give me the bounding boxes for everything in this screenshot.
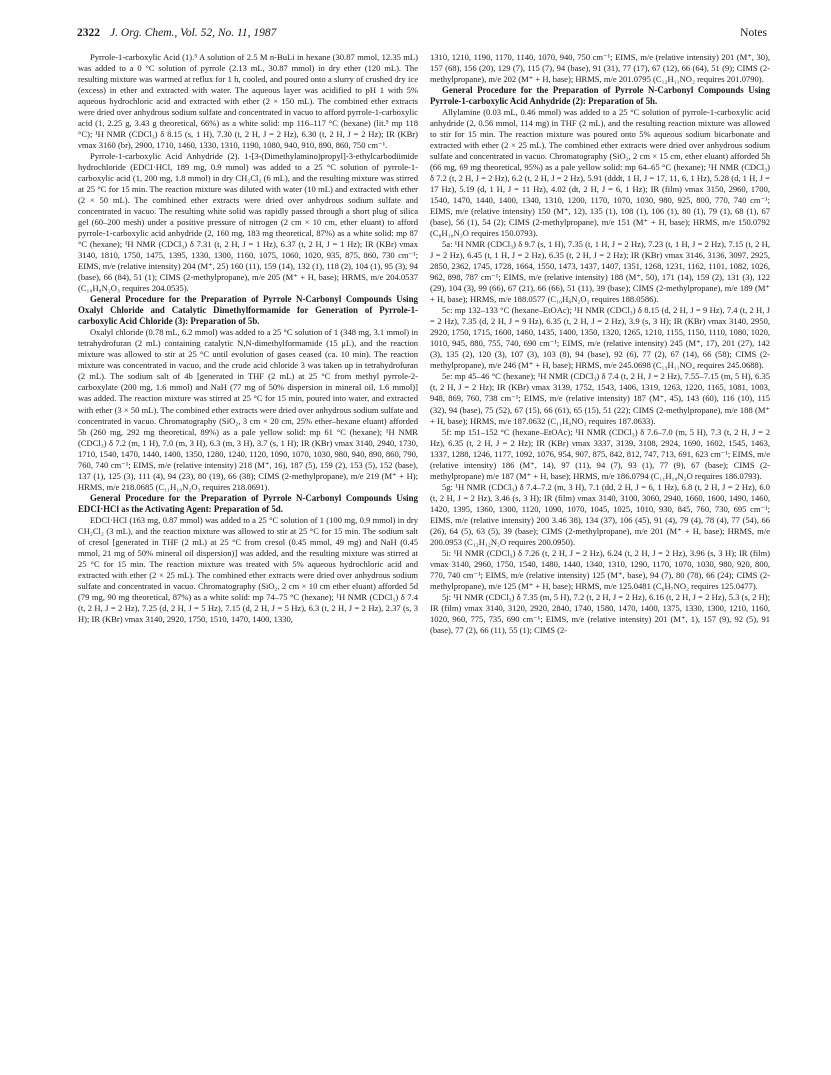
left-column xyxy=(78,52,418,625)
page-number: 2322 xyxy=(77,27,100,39)
body-paragraph: EDCI·HCl (163 mg, 0.87 mmol) was added to a 25 °C solution of 1 (100 mg, 0.9 mmol) in dry CH₂Cl₂ (3 mL), and the reaction mixture was allowed to stir at 25 °C for 15 min. The sodium salt of cresol [generated in THF (2 mL) at 25 °C from cresol (0.45 mmol, 49 mg) and NaH (0.45 mmol, 21 mg of 50% mineral oil dispersion)] was added, and the resulting mixture was stirred at 25 °C for 15 min. The reaction mixture was treated with 5% aqueous hydrochloric acid and extracted with ether (2 × 25 mL). The combined ether extracts were dried over anhydrous sodium sulfate and concentrated in vacuo. Chromatography (SiO₂, 2 cm × 10 cm ether eluant) afforded 5d (79 mg, 90 mg theoretical, 87%) as a white solid: mp 74–75 °C (hexane); ¹H NMR (CDCl₃) δ 7.4 (t, 2 H, J = 2 Hz), 7.25 (d, 2 H, J = 5 Hz), 7.15 (d, 2 H, J = 5 Hz), 6.3 (t, 2 H, J = 2 Hz), 2.37 (s, 3 H); IR (KBr) νmax 3140, 2920, 1750, 1510, 1470, 1400, 1330, xyxy=(78,514,418,624)
section-label: Notes xyxy=(740,27,767,39)
body-paragraph: 5g: ¹H NMR (CDCl₃) δ 7.4–7.2 (m, 3 H), 7.1 (dd, 2 H, J = 6, 1 Hz), 6.8 (t, 2 H, J = 2 Hz), 6.0 (t, 2 H, J = 2 Hz), 3.46 (s, 3 H); IR (film) νmax 3140, 3100, 3060, 2940, 1660, 1600, 1490, 1460, 1420, 1395, 1360, 1300, 1120, 1090, 1070, 1045, 1025, 1010, 930, 845, 760, 730, 695 cm⁻¹; EIMS, m/e (relative intensity) 200 3.46 38), 134 (37), 106 (45), 91 (4), 79 (4), 78 (4), 77 (54), 66 (26), 64 (5), 63 (5), 39 (base); CIMS (2-methylpropane), m/e 201 (M⁺ + H, base); HRMS, m/e 200.0953 (C₁₂H₁₂N₂O requires 200.0950). xyxy=(430,481,770,547)
journal-citation: J. Org. Chem., Vol. 52, No. 11, 1987 xyxy=(110,27,277,39)
page-header xyxy=(77,27,767,43)
body-paragraph: Pyrrole-1-carboxylic Acid Anhydride (2). 1-[3-(Dimethylamino)propyl]-3-ethylcarbodiimide hydrochloride (EDCI·HCl, 189 mg, 0.9 mmol) was added to a 25 °C solution of pyrrole-1-carboxylic acid (1, 200 mg, 1.8 mmol) in dry CH₂Cl₂ (6 mL), and the resulting mixture was stirred at 25 °C for 15 min. The reaction mixture was diluted with water (10 mL) and extracted with ether (2 × 50 mL). The combined ether extracts were dried over anhydrous sodium sulfate and concentrated in vacuo. The resulting white solid was rapidly passed through a short plug of silica gel (60–200 mesh) under a positive pressure of nitrogen (2 cm × 10 cm, ether eluant) to afford pyrrole-1-carboxylic acid anhydride (2, 160 mg, 183 mg theoretical, 87%) as a white solid: mp 87 °C (hexane); ¹H NMR (CDCl₃) δ 7.31 (t, 2 H, J = 1 Hz), 6.37 (t, 2 H, J = 1 Hz); IR (KBr) νmax 3140, 1810, 1750, 1475, 1395, 1330, 1300, 1160, 1075, 1060, 1020, 935, 875, 860, 730 cm⁻¹; EIMS, m/e (relative intensity) 204 (M⁺, 25) 160 (11), 159 (14), 132 (1), 118 (2), 104 (1), 95 (3), 94 (base), 66 (84), 51 (1); CIMS (2-methylpropane), m/e 205 (M⁺ + H, base); HRMS, m/e 204.0537 (C₁₀H₈N₂O₃ requires 204.0535). xyxy=(78,151,418,294)
body-paragraph: 5f: mp 151–152 °C (hexane–EtOAc); ¹H NMR (CDCl₃) δ 7.6–7.0 (m, 5 H), 7.3 (t, 2 H, J = 2 Hz), 6.35 (t, 2 H, J = 2 Hz); IR (KBr) νmax 3337, 3139, 3108, 2924, 1690, 1602, 1545, 1463, 1337, 1288, 1246, 1177, 1092, 1076, 954, 907, 875, 842, 812, 747, 713, 691, 623 cm⁻¹; EIMS, m/e (relative intensity) 186 (M⁺, 14), 97 (11), 94 (7), 93 (1), 77 (9), 67 (base); CIMS (2-methylpropane) m/e 187 (M⁺ + H, base); HRMS, m/e 186.0794 (C₁₁H₁₀N₂O requires 186.0793). xyxy=(430,426,770,481)
body-paragraph: 5i: ¹H NMR (CDCl₃) δ 7.26 (t, 2 H, J = 2 Hz), 6.24 (t, 2 H, J = 2 Hz), 3.96 (s, 3 H); IR (film) νmax 3140, 2960, 1750, 1540, 1480, 1440, 1340, 1310, 1290, 1170, 1070, 1030, 980, 920, 800, 770, 740 cm⁻¹; EIMS, m/e (relative intensity) 125 (M⁺, base), 94 (7), 80 (78), 66 (24); CIMS (2-methylpropane), m/e 125 (M⁺ + H, base); HRMS, m/e 125.0481 (C₆H₇NO₂ requires 125.0477). xyxy=(430,547,770,591)
body-paragraph: 1310, 1210, 1190, 1170, 1140, 1070, 940, 750 cm⁻¹; EIMS, m/e (relative intensity) 201 (M⁺, 30), 157 (68), 156 (20), 129 (7), 115 (7), 94 (base), 91 (31), 77 (17), 67 (12), 66 (64), 51 (9); CIMS (2-methylpropane), m/e 202 (M⁺ + H, base); HRMS, m/e 201.0795 (C₁₂H₁₁NO₂ requires 201.0790). xyxy=(430,52,770,85)
body-paragraph: 5c: mp 132–133 °C (hexane–EtOAc); ¹H NMR (CDCl₃) δ 8.15 (d, 2 H, J = 9 Hz), 7.4 (t, 2 H, J = 2 Hz), 7.35 (d, 2 H, J = 9 Hz), 6.35 (t, 2 H, J = 2 Hz), 3.9 (s, 3 H); IR (KBr) νmax 3140, 2950, 2920, 1750, 1715, 1600, 1460, 1435, 1400, 1350, 1320, 1265, 1210, 1155, 1150, 1110, 1080, 1020, 1010, 945, 880, 755, 740, 690 cm⁻¹; EIMS, m/e (relative intensity) 245 (M⁺, 17), 201 (27), 142 (3), 135 (2), 120 (3), 107 (3), 103 (8), 94 (base), 92 (6), 77 (2), 67 (14), 66 (58); CIMS (2-methylpropane), m/e 246 (M⁺ + H, base); HRMS, m/e 245.0698 (C₁₃H₁₁NO₄ requires 245.0688). xyxy=(430,305,770,371)
body-paragraph: Pyrrole-1-carboxylic Acid (1).⁵ A solution of 2.5 M n-BuLi in hexane (30.87 mmol, 12.35 mL) was added to a 0 °C solution of pyrrole (2.13 mL, 30.87 mmol) in dry ether (120 mL). The resulting mixture was warmed at reflux for 1 h, cooled, and poured onto a slurry of crushed dry ice (excess) in ether and extracted with water. The aqueous layer was acidified to pH 1 with 5% aqueous hydrochloric acid and extracted with ether (2 × 150 mL). The combined ether extracts were dried over anhydrous sodium sulfate and concentrated in vacuo to afford pyrrole-1-carboxylic acid (1, 2.25 g, 3.43 g theoretical, 66%) as a white solid: mp 116–117 °C (hexane) (lit.⁵ mp 118 °C); ¹H NMR (CDCl₃) δ 8.15 (s, 1 H), 7.30 (t, 2 H, J = 2 Hz), 6.30 (t, 2 H, J = 2 Hz); IR (KBr) νmax 3160 (br), 2900, 1710, 1460, 1330, 1310, 1190, 1080, 940, 910, 890, 860, 750 cm⁻¹. xyxy=(78,52,418,151)
body-paragraph: Allylamine (0.03 mL, 0.46 mmol) was added to a 25 °C solution of pyrrole-1-carboxylic acid anhydride (2, 0.56 mmol, 114 mg) in THF (2 mL), and the resulting reaction mixture was allowed to stir for 15 min. The reaction mixture was poured onto 5% aqueous sodium bicarbonate and extracted with ether (2 × 25 mL). The combined ether extracts were dried over anhydrous sodium sulfate and concentrated in vacuo. Chromatography (SiO₂, 2 cm × 15 cm, ether eluant) afforded 5h (66 mg, 69 mg theoretical, 95%) as a pale yellow solid: mp 64–65 °C (hexane); ¹H NMR (CDCl₃) δ 7.2 (t, 2 H, J = 2 Hz), 6.2 (t, 2 H, J = 2 Hz), 5.91 (dddt, 1 H, J = 17, 11, 6, 1 Hz), 5.28 (d, 1 H, J = 17 Hz), 5.19 (d, 1 H, J = 11 Hz), 4.02 (dt, 2 H, J = 6, 1 Hz); IR (film) νmax 3150, 2960, 1700, 1540, 1470, 1440, 1400, 1340, 1310, 1200, 1170, 1070, 1030, 980, 925, 800, 770, 740 cm⁻¹; EIMS, m/e (relative intensity) 150 (M⁺, 12), 135 (1), 108 (1), 106 (1), 80 (1), 79 (1), 68 (1), 67 (base), 56 (1), 54 (2); CIMS (2-methylpropane), m/e 151 (M⁺ + H, base); HRMS, m/e 150.0792 (C₈H₁₀N₂O requires 150.0793). xyxy=(430,107,770,239)
body-paragraph: 5a: ¹H NMR (CDCl₃) δ 9.7 (s, 1 H), 7.35 (t, 1 H, J = 2 Hz), 7.23 (t, 1 H, J = 2 Hz), 7.15 (t, 2 H, J = 2 Hz), 6.45 (t, 1 H, J = 2 Hz), 6.35 (t, 2 H, J = 2 Hz); IR (KBr) νmax 3146, 3136, 3097, 2925, 2850, 2362, 1745, 1728, 1664, 1550, 1473, 1437, 1407, 1351, 1268, 1231, 1162, 1101, 1082, 1026, 962, 898, 787 cm⁻¹; EIMS, m/e (relative intensity) 188 (M⁺, 50), 171 (14), 159 (2), 131 (3), 122 (29), 104 (3), 99 (66), 67 (21), 66 (66), 51 (11), 39 (base); CIMS (2-methylpropane), m/e 189 (M⁺ + H, base); HRMS, m/e 188.0577 (C₁₀H₈N₂O₂ requires 188.0586). xyxy=(430,239,770,305)
body-paragraph: 5j: ¹H NMR (CDCl₃) δ 7.35 (m, 5 H), 7.2 (t, 2 H, J = 2 Hz), 6.16 (t, 2 H, J = 2 Hz), 5.3 (s, 2 H); IR (film) νmax 3140, 3120, 2920, 2840, 1740, 1580, 1470, 1400, 1375, 1330, 1300, 1210, 1160, 1020, 960, 775, 735, 690 cm⁻¹; EIMS, m/e (relative intensity) 201 (M⁺, 1), 157 (9), 92 (5), 91 (base), 77 (2), 66 (11), 55 (1); CIMS (2- xyxy=(430,591,770,635)
body-paragraph: 5e: mp 45–46 °C (hexane); ¹H NMR (CDCl₃) δ 7.4 (t, 2 H, J = 2 Hz), 7.55–7.15 (m, 5 H), 6.35 (t, 2 H, J = 2 Hz); IR (KBr) νmax 3139, 1752, 1543, 1406, 1319, 1263, 1220, 1165, 1081, 1003, 948, 869, 760, 738 cm⁻¹; EIMS, m/e (relative intensity) 187 (M⁺, 45), 143 (60), 116 (10), 115 (32), 94 (base), 75 (52), 67 (15), 66 (61), 65 (15), 51 (22); CIMS (2-methylpropane), m/e 188 (M⁺ + H, base); HRMS, m/e 187.0632 (C₁₁H₉NO₂ requires 187.0633). xyxy=(430,371,770,426)
section-heading: General Procedure for the Preparation of Pyrrole N-Carbonyl Compounds Using Oxalyl Chloride and Catalytic Dimethylformamide for Generation of Pyrrole-1-carboxylic Acid Chloride (3): Preparation of 5b. xyxy=(78,294,418,327)
section-heading: General Procedure for the Preparation of Pyrrole N-Carbonyl Compounds Using EDCI·HCl as the Activating Agent: Preparation of 5d. xyxy=(78,492,418,514)
right-column xyxy=(430,52,770,636)
section-heading: General Procedure for the Preparation of Pyrrole N-Carbonyl Compounds Using Pyrrole-1-carboxylic Acid Anhydride (2): Preparation of 5h. xyxy=(430,85,770,107)
body-paragraph: Oxalyl chloride (0.78 mL, 6.2 mmol) was added to a 25 °C solution of 1 (348 mg, 3.1 mmol) in tetrahydrofuran (2 mL) containing catalytic N,N-dimethylformamide (15 μL), and the reaction mixture was allowed to stir at 25 °C until evolution of gases ceased (ca. 10 min). The reaction mixture was concentrated in vacuo, and the crude acid chloride 3 was taken up in tetrahydrofuran (2 mL). The sodium salt of 4b [generated in THF (2 mL) at 25 °C from methyl pyrrole-2-carboxylate (200 mg, 1.6 mmol) and NaH (77 mg of 50% dispersion in mineral oil, 1.6 mmol)] was added. The reaction mixture was stirred at 25 °C for 15 min, poured into water, and extracted with ether (3 × 50 mL). The combined ether extracts were dried over anhydrous sodium sulfate and concentrated in vacuo. Chromatography (SiO₂, 3 cm × 20 cm, 25% ether–hexane eluant) afforded 5b (260 mg, 292 mg theoretical, 89%) as a pale yellow solid: mp 61 °C (hexane); ¹H NMR (CDCl₃) δ 7.2 (m, 1 H), 7.0 (m, 3 H), 6.3 (m, 3 H), 3.7 (s, 1 H); IR (KBr) νmax 3140, 2940, 1730, 1710, 1540, 1470, 1440, 1400, 1350, 1280, 1240, 1120, 1090, 1070, 1030, 980, 940, 890, 860, 790, 760, 740 cm⁻¹; EIMS, m/e (relative intensity) 218 (M⁺, 16), 187 (5), 159 (2), 153 (5), 152 (base), 137 (1), 125 (3), 111 (4), 94 (23), 80 (19), 66 (38); CIMS (2-methylpropane), m/e 219 (M⁺ + H); HRMS, m/e 218.0685 (C₁₁H₁₀N₂O₃ requires 218.0691). xyxy=(78,327,418,492)
